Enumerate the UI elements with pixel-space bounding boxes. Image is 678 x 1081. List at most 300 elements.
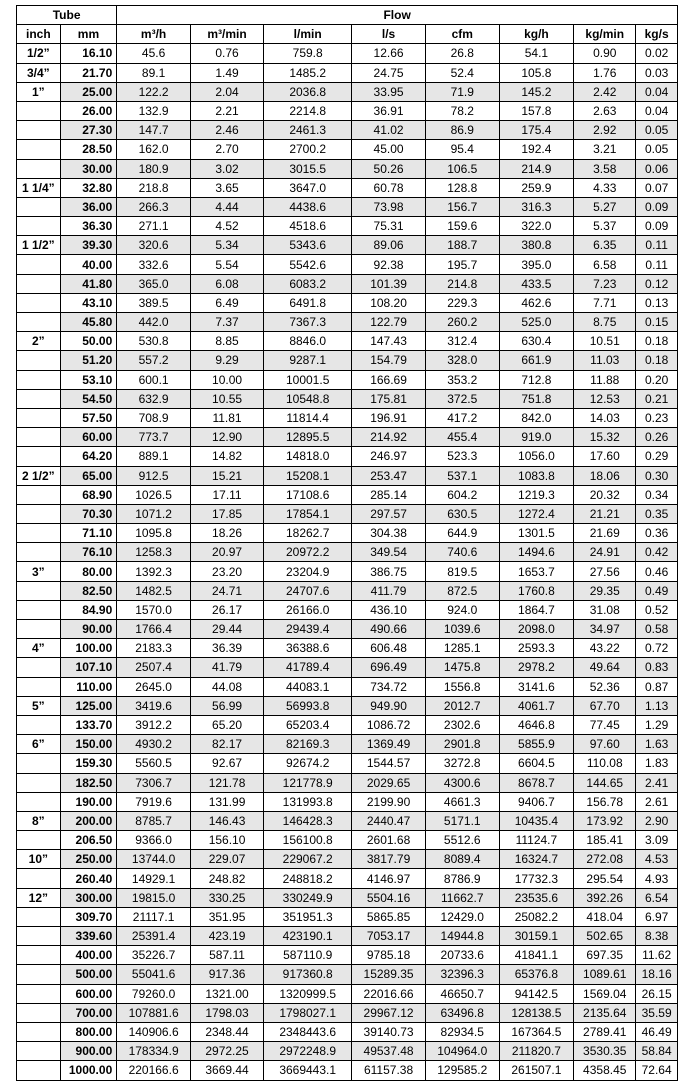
cfm-cell: 20733.6 [425,946,499,965]
cfm-header: cfm [425,25,499,44]
kgmin-cell: 97.60 [574,735,636,754]
mm-cell: 900.00 [60,1042,117,1061]
cfm-cell: 214.8 [425,274,499,293]
kgs-cell: 0.52 [636,600,678,619]
lmin-cell: 131993.8 [264,792,352,811]
kgh-cell: 54.1 [499,44,574,63]
kgmin-cell: 697.35 [574,946,636,965]
ls-cell: 61157.38 [352,1061,426,1080]
kgh-cell: 192.4 [499,140,574,159]
kgs-cell: 0.35 [636,504,678,523]
cfm-cell: 71.9 [425,82,499,101]
table-row [17,1003,678,1022]
kgmin-cell: 12.53 [574,389,636,408]
cfm-cell: 455.4 [425,428,499,447]
cfm-cell: 86.9 [425,121,499,140]
m3min-cell: 36.39 [190,639,263,658]
table-row [17,1061,678,1080]
ls-cell: 606.48 [352,639,426,658]
lmin-cell: 10001.5 [264,370,352,389]
mm-cell: 40.00 [60,255,117,274]
m3min-cell: 4.44 [190,197,263,216]
m3h-cell: 218.8 [117,178,191,197]
m3h-cell: 3912.2 [117,715,191,734]
m3min-cell: 3669.44 [190,1061,263,1080]
ls-cell: 411.79 [352,581,426,600]
lmin-cell: 423190.1 [264,927,352,946]
m3h-cell: 1482.5 [117,581,191,600]
inch-cell [17,581,61,600]
m3h-cell: 1071.2 [117,504,191,523]
tube-group-header: Tube [17,6,117,25]
kgh-cell: 10435.4 [499,811,574,830]
kgs-cell: 0.07 [636,178,678,197]
table-row [17,658,678,677]
mm-cell: 150.00 [60,735,117,754]
lmin-cell: 17854.1 [264,504,352,523]
cfm-cell: 604.2 [425,485,499,504]
mm-cell: 90.00 [60,620,117,639]
inch-cell [17,1061,61,1080]
m3h-cell: 320.6 [117,236,191,255]
lmin-cell: 17108.6 [264,485,352,504]
kgh-cell: 433.5 [499,274,574,293]
kgs-cell: 0.34 [636,485,678,504]
kgh-cell: 751.8 [499,389,574,408]
mm-cell: 300.00 [60,888,117,907]
kgmin-cell: 21.21 [574,504,636,523]
ls-cell: 122.79 [352,313,426,332]
kgmin-cell: 7.71 [574,293,636,312]
kgs-cell: 0.23 [636,408,678,427]
ls-cell: 304.38 [352,524,426,543]
kgh-cell: 16324.7 [499,850,574,869]
m3min-header: m³/min [190,25,263,44]
inch-cell: 1/2” [17,44,61,63]
cfm-cell: 8786.9 [425,869,499,888]
m3min-cell: 26.17 [190,600,263,619]
cfm-cell: 1475.8 [425,658,499,677]
table-row [17,101,678,120]
kgs-cell: 2.61 [636,792,678,811]
kgh-cell: 157.8 [499,101,574,120]
table-row [17,370,678,389]
table-row [17,197,678,216]
kgmin-cell: 144.65 [574,773,636,792]
m3min-cell: 6.49 [190,293,263,312]
cfm-cell: 353.2 [425,370,499,389]
m3h-cell: 19815.0 [117,888,191,907]
m3min-cell: 56.99 [190,696,263,715]
kgh-cell: 105.8 [499,63,574,82]
kgh-cell: 919.0 [499,428,574,447]
mm-cell: 206.50 [60,831,117,850]
ls-cell: 2601.68 [352,831,426,850]
kgmin-cell: 34.97 [574,620,636,639]
m3h-cell: 557.2 [117,351,191,370]
lmin-cell: 10548.8 [264,389,352,408]
m3min-cell: 131.99 [190,792,263,811]
table-row [17,313,678,332]
mm-cell: 200.00 [60,811,117,830]
cfm-cell: 26.8 [425,44,499,63]
inch-cell: 6” [17,735,61,754]
inch-cell [17,600,61,619]
inch-cell [17,447,61,466]
m3min-cell: 1321.00 [190,984,263,1003]
inch-cell [17,1003,61,1022]
m3min-cell: 0.76 [190,44,263,63]
ls-cell: 436.10 [352,600,426,619]
m3min-cell: 82.17 [190,735,263,754]
ls-cell: 50.26 [352,159,426,178]
kgmin-cell: 24.91 [574,543,636,562]
lmin-cell: 82169.3 [264,735,352,754]
lmin-cell: 36388.6 [264,639,352,658]
mm-cell: 32.80 [60,178,117,197]
table-row [17,274,678,293]
m3min-cell: 18.26 [190,524,263,543]
cfm-cell: 156.7 [425,197,499,216]
m3h-cell: 1095.8 [117,524,191,543]
m3min-cell: 92.67 [190,754,263,773]
m3min-cell: 65.20 [190,715,263,734]
m3h-cell: 14929.1 [117,869,191,888]
kgs-cell: 0.12 [636,274,678,293]
mm-cell: 1000.00 [60,1061,117,1080]
lmin-cell: 44083.1 [264,677,352,696]
mm-cell: 36.30 [60,217,117,236]
ls-cell: 166.69 [352,370,426,389]
table-row [17,178,678,197]
kgh-cell: 41841.1 [499,946,574,965]
kgmin-cell: 49.64 [574,658,636,677]
inch-cell [17,101,61,120]
mm-cell: 50.00 [60,332,117,351]
ls-cell: 1544.57 [352,754,426,773]
table-row [17,754,678,773]
kgh-cell: 380.8 [499,236,574,255]
table-row [17,466,678,485]
mm-cell: 182.50 [60,773,117,792]
kgs-cell: 0.29 [636,447,678,466]
lmin-cell: 146428.3 [264,811,352,830]
table-row [17,581,678,600]
kgs-cell: 4.53 [636,850,678,869]
inch-cell [17,408,61,427]
kgh-cell: 17732.3 [499,869,574,888]
lmin-cell: 6491.8 [264,293,352,312]
mm-cell: 133.70 [60,715,117,734]
kgs-cell: 35.59 [636,1003,678,1022]
lmin-cell: 248818.2 [264,869,352,888]
cfm-cell: 819.5 [425,562,499,581]
mm-cell: 82.50 [60,581,117,600]
inch-cell [17,197,61,216]
ls-cell: 45.00 [352,140,426,159]
mm-cell: 60.00 [60,428,117,447]
lmin-cell: 26166.0 [264,600,352,619]
kgs-cell: 58.84 [636,1042,678,1061]
table-row [17,735,678,754]
mm-cell: 45.80 [60,313,117,332]
kgmin-cell: 8.75 [574,313,636,332]
table-row [17,792,678,811]
cfm-cell: 4661.3 [425,792,499,811]
cfm-cell: 8089.4 [425,850,499,869]
kgh-cell: 4061.7 [499,696,574,715]
m3min-cell: 17.11 [190,485,263,504]
ls-cell: 2199.90 [352,792,426,811]
kgmin-cell: 21.69 [574,524,636,543]
kgs-cell: 0.03 [636,63,678,82]
table-row [17,946,678,965]
m3h-cell: 1570.0 [117,600,191,619]
kgh-cell: 11124.7 [499,831,574,850]
table-row [17,1022,678,1041]
kgmin-cell: 5.27 [574,197,636,216]
lmin-cell: 56993.8 [264,696,352,715]
cfm-cell: 2012.7 [425,696,499,715]
m3min-cell: 9.29 [190,351,263,370]
mm-cell: 125.00 [60,696,117,715]
kgmin-cell: 1569.04 [574,984,636,1003]
inch-cell: 2” [17,332,61,351]
mm-cell: 70.30 [60,504,117,523]
ls-cell: 39140.73 [352,1022,426,1041]
ls-cell: 101.39 [352,274,426,293]
m3h-cell: 55041.6 [117,965,191,984]
ls-cell: 4146.97 [352,869,426,888]
table-row [17,543,678,562]
inch-cell [17,792,61,811]
kgh-cell: 128138.5 [499,1003,574,1022]
kgs-cell: 4.93 [636,869,678,888]
lmin-cell: 2700.2 [264,140,352,159]
m3min-cell: 1.49 [190,63,263,82]
kgmin-cell: 20.32 [574,485,636,504]
m3min-cell: 121.78 [190,773,263,792]
kgmin-cell: 173.92 [574,811,636,830]
ls-cell: 386.75 [352,562,426,581]
m3h-cell: 708.9 [117,408,191,427]
mm-cell: 700.00 [60,1003,117,1022]
kgh-cell: 1301.5 [499,524,574,543]
cfm-cell: 537.1 [425,466,499,485]
inch-cell [17,927,61,946]
lmin-cell: 15208.1 [264,466,352,485]
m3min-cell: 10.00 [190,370,263,389]
mm-cell: 71.10 [60,524,117,543]
lmin-cell: 18262.7 [264,524,352,543]
kgh-cell: 1653.7 [499,562,574,581]
cfm-cell: 159.6 [425,217,499,236]
m3h-cell: 25391.4 [117,927,191,946]
cfm-cell: 129585.2 [425,1061,499,1080]
kgs-cell: 0.09 [636,197,678,216]
cfm-cell: 630.5 [425,504,499,523]
kgh-cell: 1083.8 [499,466,574,485]
m3min-cell: 15.21 [190,466,263,485]
cfm-cell: 46650.7 [425,984,499,1003]
ls-cell: 24.75 [352,63,426,82]
ls-cell: 36.91 [352,101,426,120]
ls-cell: 2029.65 [352,773,426,792]
lmin-cell: 8846.0 [264,332,352,351]
kgmin-cell: 2.63 [574,101,636,120]
inch-cell [17,217,61,236]
kgmin-header: kg/min [574,25,636,44]
m3h-cell: 1766.4 [117,620,191,639]
ls-cell: 297.57 [352,504,426,523]
ls-cell: 3817.79 [352,850,426,869]
table-row [17,408,678,427]
ls-cell: 253.47 [352,466,426,485]
cfm-cell: 82934.5 [425,1022,499,1041]
inch-cell: 12” [17,888,61,907]
m3min-cell: 12.90 [190,428,263,447]
inch-cell [17,869,61,888]
lmin-cell: 11814.4 [264,408,352,427]
kgs-cell: 0.18 [636,351,678,370]
kgs-cell: 0.49 [636,581,678,600]
mm-header: mm [60,25,117,44]
m3min-cell: 3.65 [190,178,263,197]
table-row [17,82,678,101]
kgmin-cell: 7.23 [574,274,636,293]
kgh-cell: 630.4 [499,332,574,351]
ls-cell: 29967.12 [352,1003,426,1022]
kgh-cell: 1219.3 [499,485,574,504]
m3h-cell: 600.1 [117,370,191,389]
m3h-cell: 79260.0 [117,984,191,1003]
table-row [17,428,678,447]
inch-cell [17,351,61,370]
kgmin-cell: 4.33 [574,178,636,197]
kgs-cell: 0.06 [636,159,678,178]
kgs-cell: 0.05 [636,140,678,159]
kgmin-cell: 10.51 [574,332,636,351]
kgh-cell: 94142.5 [499,984,574,1003]
mm-cell: 39.30 [60,236,117,255]
m3h-header: m³/h [117,25,191,44]
kgs-cell: 46.49 [636,1022,678,1041]
m3min-cell: 17.85 [190,504,263,523]
m3min-cell: 229.07 [190,850,263,869]
cfm-cell: 14944.8 [425,927,499,946]
kgmin-cell: 6.35 [574,236,636,255]
m3min-cell: 5.54 [190,255,263,274]
m3min-cell: 2.04 [190,82,263,101]
kgs-cell: 0.02 [636,44,678,63]
inch-cell: 10” [17,850,61,869]
kgs-cell: 1.63 [636,735,678,754]
cfm-cell: 188.7 [425,236,499,255]
lmin-cell: 3647.0 [264,178,352,197]
ls-cell: 75.31 [352,217,426,236]
kgh-cell: 8678.7 [499,773,574,792]
kgs-cell: 3.09 [636,831,678,850]
table-row [17,485,678,504]
kgs-cell: 0.36 [636,524,678,543]
table-row [17,236,678,255]
m3h-cell: 912.5 [117,466,191,485]
kgs-cell: 0.04 [636,82,678,101]
kgh-cell: 395.0 [499,255,574,274]
lmin-cell: 6083.2 [264,274,352,293]
kgmin-cell: 392.26 [574,888,636,907]
mm-cell: 190.00 [60,792,117,811]
cfm-cell: 3272.8 [425,754,499,773]
table-row [17,63,678,82]
kgs-header: kg/s [636,25,678,44]
ls-cell: 41.02 [352,121,426,140]
kgh-cell: 145.2 [499,82,574,101]
m3min-cell: 29.44 [190,620,263,639]
kgh-cell: 1272.4 [499,504,574,523]
kgmin-cell: 1089.61 [574,965,636,984]
mm-cell: 28.50 [60,140,117,159]
ls-cell: 490.66 [352,620,426,639]
kgs-cell: 0.05 [636,121,678,140]
m3h-cell: 4930.2 [117,735,191,754]
cfm-cell: 417.2 [425,408,499,427]
mm-cell: 500.00 [60,965,117,984]
table-row [17,696,678,715]
kgs-cell: 0.30 [636,466,678,485]
cfm-cell: 740.6 [425,543,499,562]
m3h-cell: 13744.0 [117,850,191,869]
inch-cell [17,984,61,1003]
lmin-cell: 917360.8 [264,965,352,984]
lmin-cell: 7367.3 [264,313,352,332]
lmin-cell: 2461.3 [264,121,352,140]
ls-cell: 12.66 [352,44,426,63]
table-row [17,332,678,351]
ls-cell: 349.54 [352,543,426,562]
mm-cell: 400.00 [60,946,117,965]
kgs-cell: 11.62 [636,946,678,965]
kgmin-cell: 77.45 [574,715,636,734]
kgs-cell: 0.42 [636,543,678,562]
kgs-cell: 0.83 [636,658,678,677]
inch-cell [17,504,61,523]
kgmin-cell: 418.04 [574,907,636,926]
mm-cell: 43.10 [60,293,117,312]
mm-cell: 64.20 [60,447,117,466]
m3min-cell: 23.20 [190,562,263,581]
kgs-cell: 26.15 [636,984,678,1003]
m3min-cell: 917.36 [190,965,263,984]
m3h-cell: 632.9 [117,389,191,408]
kgmin-cell: 67.70 [574,696,636,715]
table-row [17,888,678,907]
m3h-cell: 2507.4 [117,658,191,677]
kgmin-cell: 272.08 [574,850,636,869]
kgh-cell: 23535.6 [499,888,574,907]
ls-cell: 60.78 [352,178,426,197]
cfm-cell: 924.0 [425,600,499,619]
m3h-cell: 7306.7 [117,773,191,792]
m3h-cell: 180.9 [117,159,191,178]
lmin-cell: 4518.6 [264,217,352,236]
m3h-cell: 122.2 [117,82,191,101]
m3h-cell: 2183.3 [117,639,191,658]
lmin-cell: 3015.5 [264,159,352,178]
lmin-cell: 2214.8 [264,101,352,120]
m3h-cell: 332.6 [117,255,191,274]
m3min-cell: 2.46 [190,121,263,140]
